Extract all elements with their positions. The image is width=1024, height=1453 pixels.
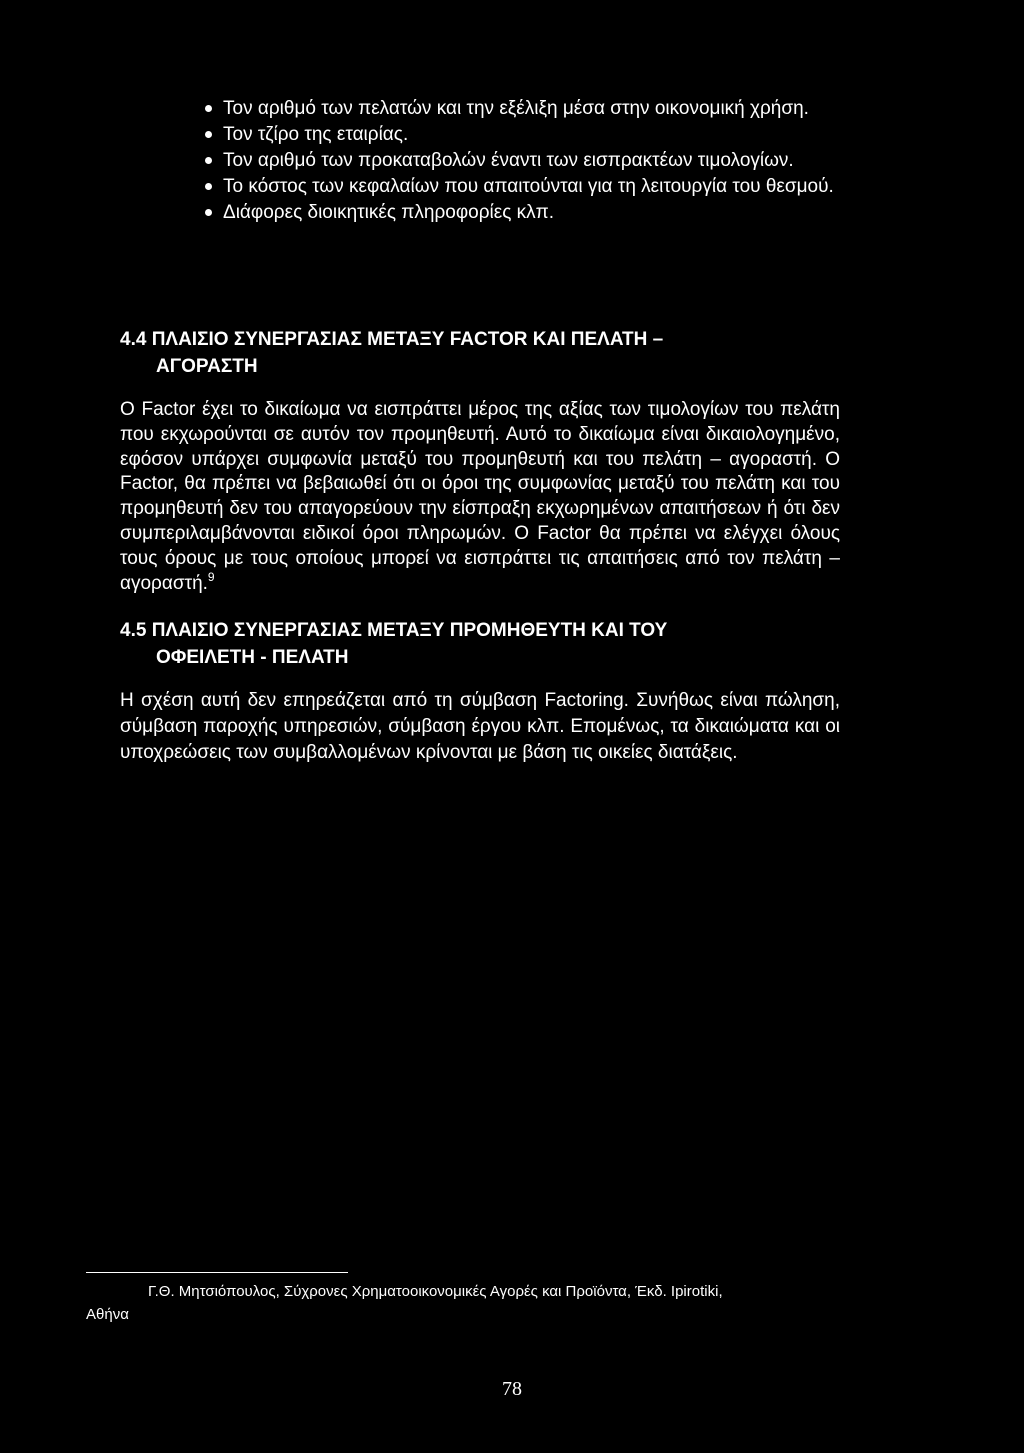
list-item — [205, 122, 841, 148]
section-4-4-paragraph — [120, 398, 840, 596]
bullet-icon — [205, 131, 212, 138]
section-4-5-paragraph — [120, 688, 840, 766]
list-item-text: Τον τζίρο της εταιρίας. — [223, 124, 409, 145]
list-item-text: Το κόστος των κεφαλαίων που απαιτούνται για τη λειτουργία του θεσμού. — [223, 176, 834, 197]
paragraph-text: Η σχέση αυτή δεν επηρεάζεται από τη σύμβαση Factoring. Συνήθως είναι πώληση, σύμβαση παροχής υπηρεσιών, σύμβαση έργου κλπ. Επομένως, τα δικαιώματα και οι υποχρεώσεις των συμβαλλομένων κρίνονται με βάση τις οικείες διατάξεις. — [120, 690, 840, 763]
list-item-text: Διάφορες διοικητικές πληροφορίες κλπ. — [223, 202, 555, 223]
list-item — [205, 200, 841, 226]
footnote — [86, 1280, 856, 1326]
list-item-text: Τον αριθμό των προκαταβολών έναντι των εισπρακτέων τιμολογίων. — [223, 150, 794, 171]
list-item — [205, 174, 841, 200]
bullet-icon — [205, 183, 212, 190]
list-item-text: Τον αριθμό των πελατών και την εξέλιξη μέσα στην οικονομική χρήση. — [223, 98, 809, 119]
heading-line-2: ΟΦΕΙΛΕΤΗ - ΠΕΛΑΤΗ — [156, 647, 349, 668]
heading-line-1: 4.5 ΠΛΑΙΣΙΟ ΣΥΝΕΡΓΑΣΙΑΣ ΜΕΤΑΞΥ ΠΡΟΜΗΘΕΥΤΗ ΚΑΙ ΤΟΥ — [120, 620, 668, 641]
bullet-icon — [205, 157, 212, 164]
bullet-icon — [205, 105, 212, 112]
heading-line-1: 4.4 ΠΛΑΙΣΙΟ ΣΥΝΕΡΓΑΣΙΑΣ ΜΕΤΑΞΥ FACTOR ΚΑΙ ΠΕΛΑΤΗ – — [120, 329, 664, 350]
section-4-4-heading — [120, 326, 840, 380]
list-item — [205, 148, 841, 174]
page-number: 78 — [502, 1378, 522, 1400]
list-item — [205, 96, 841, 122]
bullet-icon — [205, 209, 212, 216]
section-4-5-heading — [120, 617, 840, 671]
footnote-divider — [86, 1272, 348, 1273]
footnote-line-2: Αθήνα — [86, 1306, 129, 1323]
heading-line-2: ΑΓΟΡΑΣΤΗ — [156, 356, 258, 377]
footnote-reference[interactable]: 9 — [207, 569, 215, 584]
footnote-line-1: Γ.Θ. Μητσιόπουλος, Σύχρονες Χρηματοοικονομικές Αγορές και Προϊόντα, Έκδ. Ipirotiki, — [148, 1283, 723, 1300]
paragraph-text: Ο Factor έχει το δικαίωμα να εισπράττει μέρος της αξίας των τιμολογίων του πελάτη που εκχωρούνται σε αυτόν τον προμηθευτή. Αυτό το δικαίωμα είναι δικαιολογημένο, εφόσον υπάρχει συμφωνία μεταξύ του προμηθευτή και του πελάτη – αγοραστή. Ο Factor, θα πρέπει να βεβαιωθεί ότι οι όροι της συμφωνίας μεταξύ του πελάτη και του προμηθευτή δεν του απαγορεύουν την είσπραξη εκχωρημένων απαιτήσεων ή ότι δεν συμπεριλαμβάνονται ειδικοί όροι πληρωμών. Ο Factor θα πρέπει να ελέγχει όλους τους όρους με τους οποίους μπορεί να εισπράττει τις απαιτήσεις από τον πελάτη – αγοραστή. — [120, 399, 840, 594]
bullet-list — [205, 96, 841, 226]
